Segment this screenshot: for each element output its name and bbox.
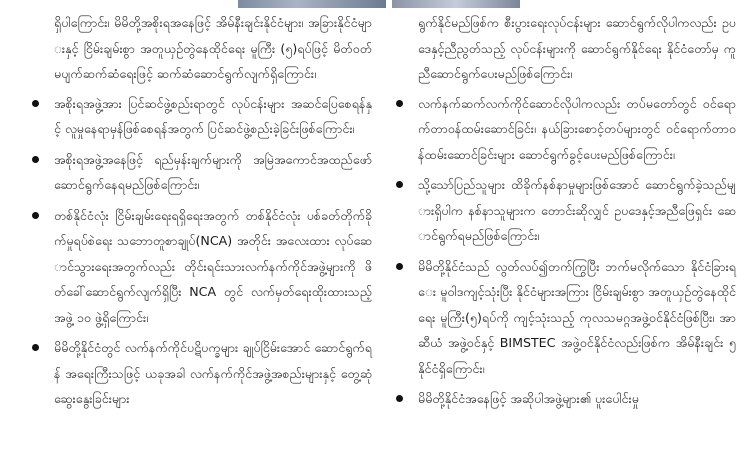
bullet-icon [32, 212, 39, 219]
left-column [54, 10, 372, 417]
photo-right [392, 0, 520, 8]
top-photo-strip [0, 0, 750, 8]
bullet-icon [396, 395, 403, 402]
bullet-icon [396, 181, 403, 188]
left-bullet-2: အစိုးရအဖွဲ့အနေဖြင့် ရည်မှန်းချက်များကို အမြဲအကောင်အထည်ဖော် ဆောင်ရွက်နေရမည်ဖြစ်ကြောင်း၊ [54, 147, 372, 198]
left-bullet-1: အစိုးရအဖွဲ့အား ပြင်ဆင်ဖွဲ့စည်းရာတွင် လုပ်ငန်းများ အဆင်ပြေစေရန်နှင့် လူမှုနေရာမှန်ဖြစ်စေရန်အတွက် ပြင်ဆင်ဖွဲ့စည်းခဲ့ခြင်းဖြစ်ကြောင်း၊ [54, 91, 372, 142]
right-bullet-2: သို့သော်ပြည်သူများ ထိခိုက်နစ်နာမှုများဖြစ်အောင် ဆောင်ရွက်ခဲ့သည်များရှိပါက နစ်နာသူများက တောင်းဆိုလျှင် ဥပဒေနှင့်အညီဖြေရှင်း ဆောင်ရွက်ရမည်ဖြစ်ကြောင်း၊ [418, 172, 736, 249]
right-bullet-1: လက်နက်ဆက်လက်ကိုင်ဆောင်လိုပါကလည်း တပ်မတော်တွင် ဝင်ရောက်တာဝန်ထမ်းဆောင်ခြင်း၊ နယ်ခြားစောင့်တပ်များတွင် ဝင်ရောက်တာဝန်ထမ်းဆောင်ခြင်းများ ဆောင်ရွက်ခွင့်ပေးမည်ဖြစ်ကြောင်း၊ [418, 91, 736, 168]
bullet-icon [32, 156, 39, 163]
bullet-icon [396, 263, 403, 270]
left-bullet-4: မိမိတို့နိုင်ငံတွင် လက်နက်ကိုင်ပဋိပက္ခများ ချုပ်ငြိမ်းအောင် ဆောင်ရွက်ရန် အရေးကြီးသဖြင့် ယခုအခါ လက်နက်ကိုင်အဖွဲ့အစည်းများနှင့် တွေ့ဆုံဆွေးနွေးခြင်းများ [54, 335, 372, 412]
right-bullet-4: မိမိတို့နိုင်ငံအနေဖြင့် အဆိုပါအဖွဲ့များ၏ ပူးပေါင်းမှု [418, 386, 736, 412]
bullet-icon [32, 100, 39, 107]
right-bullet-3: မိမိတို့နိုင်ငံသည် လွတ်လပ်၍တက်ကြွပြီး ဘက်မလိုက်သော နိုင်ငံခြားရေး မူဝါဒကျင့်သုံးပြီး နိုင်ငံများအကြား ငြိမ်းချမ်းစွာ အတူယှဉ်တွဲနေထိုင်ရေး မူကြီး(၅)ရပ်ကို ကျင့်သုံးသည့် ကုလသမဂ္ဂအဖွဲ့ဝင်နိုင်ငံဖြစ်ပြီး၊ အာဆီယံ အဖွဲ့ဝင်နှင့် BIMSTEC အဖွဲ့ဝင်နိုင်ငံလည်းဖြစ်က အိမ်နီးချင်း ၅ နိုင်ငံရှိကြောင်း၊ [418, 254, 736, 382]
left-intro-paragraph: ရှိပါကြောင်း၊ မိမိတို့အစိုးရအနေဖြင့် အိမ်နီးချင်းနိုင်ငံများ၊ အခြားနိုင်ငံများနှင့် ငြိမ်းချမ်းစွာ အတူယှဉ်တွဲနေထိုင်ရေး မူကြီး (၅)ရပ်ဖြင့် မိတ်ဝတ်မပျက်ဆက်ဆံရေးဖြင့် ဆက်ဆံဆောင်ရွက်လျက်ရှိကြောင်း၊ [54, 15, 372, 81]
right-intro-paragraph: ရွက်နိုင်မည်ဖြစ်က စီးပွားရေးလုပ်ငန်းများ ဆောင်ရွက်လိုပါကလည်း ဥပဒေနှင့်ညီညွတ်သည့် လုပ်ငန်းများကို ဆောင်ရွက်နိုင်ရေး နိုင်ငံတော်မှ ကူညီဆောင်ရွက်ပေးမည်ဖြစ်ကြောင်း၊ [418, 15, 736, 81]
left-bullet-3: တစ်နိုင်ငံလုံး ငြိမ်းချမ်းရေးရရှိရေးအတွက် တစ်နိုင်ငံလုံး ပစ်ခတ်တိုက်ခိုက်မှုရပ်စဲရေး သဘောတူစာချုပ်(NCA) အတိုင်း အလေးထား လုပ်ဆောင်သွားရေးအတွက်လည်း တိုင်းရင်းသားလက်နက်ကိုင်အဖွဲ့များကို ဖိတ်ခေါ်ဆောင်ရွက်လျက်ရှိပြီး NCA တွင် လက်မှတ်ရေးထိုးထားသည့် အဖွဲ့ ၁၀ ဖွဲ့ရှိကြောင်း၊ [54, 203, 372, 331]
photo-left [238, 0, 386, 8]
right-column [418, 10, 736, 417]
bullet-icon [396, 100, 403, 107]
bullet-icon [32, 344, 39, 351]
